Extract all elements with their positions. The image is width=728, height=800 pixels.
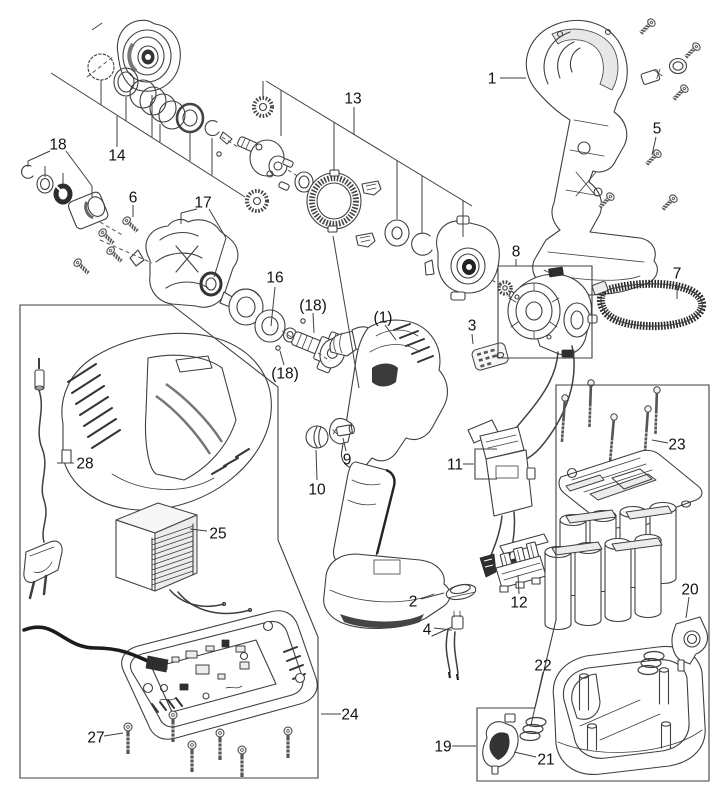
callout-battery-latch-left: 21 bbox=[537, 751, 555, 769]
callout-leader-switch-panel bbox=[472, 334, 473, 344]
bracket-line bbox=[66, 151, 92, 186]
flat-washer-16 bbox=[255, 310, 297, 342]
insulator-plate bbox=[445, 582, 477, 602]
ring-gear bbox=[307, 170, 361, 232]
callout-tool-housing-right: 1 bbox=[487, 70, 497, 88]
switch-panel bbox=[471, 342, 509, 372]
callout-ring-set: 18 bbox=[49, 136, 67, 154]
callout-lock-pin: 9 bbox=[342, 451, 352, 469]
battery-screws bbox=[559, 380, 661, 461]
callout-insulator-plate: 2 bbox=[408, 593, 418, 611]
callout-lead-wire-unit: 4 bbox=[422, 621, 432, 639]
callout-flat-washer: 16 bbox=[266, 269, 284, 287]
latch-spring-left bbox=[520, 718, 546, 741]
pin-and-ring bbox=[641, 59, 687, 85]
bracket-line bbox=[92, 23, 102, 30]
callout-power-cord: 28 bbox=[76, 455, 94, 473]
callout-battery-latch-right: 20 bbox=[681, 581, 699, 599]
tool-body bbox=[324, 320, 450, 628]
callout-leader-battery-latch-right bbox=[686, 597, 689, 618]
planetary-gear-train bbox=[237, 98, 313, 211]
callout-tool-body-ref: (1) bbox=[373, 309, 393, 327]
power-cord-plug bbox=[24, 358, 62, 598]
battery-latch-left bbox=[483, 714, 518, 774]
callout-battery-screws: 23 bbox=[668, 436, 686, 454]
ring-set-left bbox=[22, 165, 110, 230]
callout-latch-set: 19 bbox=[434, 738, 452, 756]
callout-leader-steel-ball-upper bbox=[313, 313, 314, 333]
callout-charger-screws: 27 bbox=[87, 729, 105, 747]
battery-cells bbox=[545, 503, 676, 630]
hammer-spring-clips bbox=[356, 181, 432, 255]
hammer-case-rear bbox=[425, 216, 499, 300]
lead-wire-unit bbox=[432, 611, 463, 680]
callout-housing-screws: 5 bbox=[652, 120, 662, 138]
callout-gear-case-screws: 6 bbox=[128, 189, 138, 207]
bracket-line bbox=[28, 151, 50, 161]
charger-base-pcb bbox=[24, 611, 317, 739]
terminal-block bbox=[496, 534, 548, 592]
mode-knob bbox=[306, 426, 328, 448]
callout-steel-ball-lower: (18) bbox=[271, 365, 299, 383]
callout-leader-mode-knob bbox=[316, 450, 317, 480]
transformer bbox=[116, 503, 252, 613]
callout-leader-steel-ball-lower bbox=[280, 351, 284, 365]
callout-transformer: 25 bbox=[209, 525, 227, 543]
callout-motor-assembly: 8 bbox=[511, 243, 521, 261]
callout-leader-battery-latch-left bbox=[514, 752, 536, 757]
callout-switch-panel: 3 bbox=[467, 317, 477, 335]
callout-charger-base-pcb: 24 bbox=[341, 706, 359, 724]
callout-leader-battery-screws bbox=[652, 440, 668, 443]
charger-cover bbox=[62, 333, 271, 510]
callout-hammer-case-cover-set: 14 bbox=[108, 147, 126, 165]
hammer-case-cover bbox=[117, 20, 180, 91]
tool-housing-right bbox=[526, 20, 657, 295]
callout-gear-case: 17 bbox=[194, 194, 212, 212]
callout-steel-ball-upper: (18) bbox=[299, 297, 327, 315]
callout-hand-strap: 7 bbox=[672, 265, 682, 283]
callout-leader-charger-screws bbox=[104, 733, 123, 736]
gear-case bbox=[130, 219, 238, 307]
callout-impact-mechanism-assembly: 13 bbox=[344, 90, 362, 108]
callout-switch: 11 bbox=[446, 456, 464, 474]
callout-mode-knob: 10 bbox=[308, 481, 326, 499]
callout-battery-cell-set: 22 bbox=[534, 657, 552, 675]
callout-terminal-block: 12 bbox=[510, 594, 528, 612]
